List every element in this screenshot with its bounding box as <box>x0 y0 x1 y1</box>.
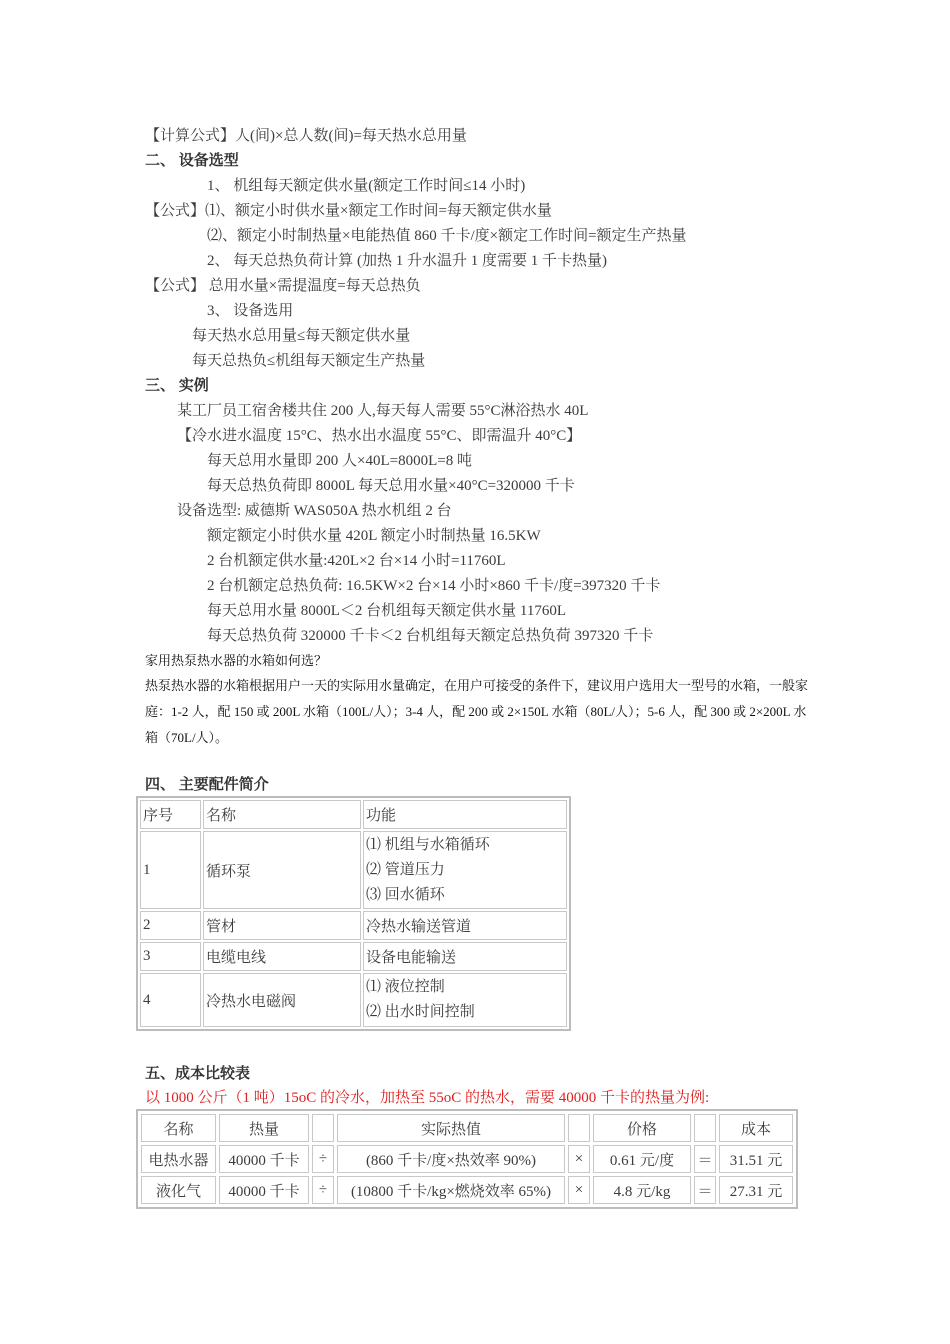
table-cell: 电热水器 <box>141 1145 216 1173</box>
header-cell: 价格 <box>593 1114 691 1142</box>
formula-line: 【公式】 总用水量×需提温度=每天总热负 <box>145 278 421 294</box>
text-line: 某工厂员工宿舍楼共住 200 人,每天每人需要 55°C淋浴热水 40L <box>177 403 589 419</box>
part-name: 冷热水电磁阀 <box>203 973 361 1027</box>
table-cell: 液化气 <box>141 1176 216 1204</box>
formula-line: 【公式】⑴、额定小时供水量×额定工作时间=每天额定供水量 <box>145 203 552 219</box>
formula-line: 【计算公式】人(间)×总人数(间)=每天热水总用量 <box>145 128 467 144</box>
section-heading-parts: 四、 主要配件简介 <box>145 777 269 793</box>
row-number: 1 <box>140 831 201 909</box>
table-row <box>140 911 567 940</box>
row-number: 3 <box>140 942 201 971</box>
table-cell: 40000 千卡 <box>219 1145 309 1173</box>
header-cell: 功能 <box>363 800 567 829</box>
header-cell: 名称 <box>203 800 361 829</box>
section-heading-cost: 五、成本比较表 <box>145 1066 251 1082</box>
text-line: 每天总用水量 8000L＜2 台机组每天额定供水量 11760L <box>207 603 567 619</box>
section-heading-example: 三、 实例 <box>145 378 209 394</box>
table-row <box>140 831 567 909</box>
parts-table <box>136 796 571 1031</box>
table-cell: (860 千卡/度×热效率 90%) <box>337 1145 565 1173</box>
table-cell: 40000 千卡 <box>219 1176 309 1204</box>
part-name: 管材 <box>203 911 361 940</box>
table-cell: ÷ <box>312 1145 334 1173</box>
text-line: 设备选型: 威德斯 WAS050A 热水机组 2 台 <box>177 503 452 519</box>
row-number: 2 <box>140 911 201 940</box>
header-cell: 实际热值 <box>337 1114 565 1142</box>
table-row <box>140 942 567 971</box>
table-cell: × <box>568 1145 590 1173</box>
table-cell: ＝ <box>694 1145 716 1173</box>
text-line: 【冷水进水温度 15°C、热水出水温度 55°C、即需温升 40°C】 <box>177 428 582 444</box>
tank-paragraph: 热泵热水器的水箱根据用户一天的实际用水量确定，在用户可接受的条件下，建议用户选用大一型号的水箱，一般家庭：1-2 人，配 150 或 200L 水箱（100L/人）；3-4 人，配 200 或 2×150L 水箱（80L/人）；5-6 人，配 300 或 2×200L 水箱（70L/人）。 <box>145 678 809 745</box>
text-line: 1、 机组每天额定供水量(额定工作时间≤14 小时) <box>207 178 526 194</box>
header-cell <box>568 1114 590 1142</box>
part-name: 循环泵 <box>203 831 361 909</box>
text-line: 每天总热负≤机组每天额定生产热量 <box>192 353 426 369</box>
header-cell <box>694 1114 716 1142</box>
header-cell: 名称 <box>141 1114 216 1142</box>
text-line: 每天总用水量即 200 人×40L=8000L=8 吨 <box>207 453 472 469</box>
table-cell: 31.51 元 <box>719 1145 793 1173</box>
text-line: 每天总热负荷即 8000L 每天总用水量×40°C=320000 千卡 <box>207 478 575 494</box>
table-header-row <box>140 800 567 829</box>
table-header-row <box>141 1114 793 1142</box>
cost-table <box>136 1109 798 1209</box>
part-name: 电缆电线 <box>203 942 361 971</box>
table-cell: 0.61 元/度 <box>593 1145 691 1173</box>
function-item: ⑵ 管道压力 <box>366 861 445 878</box>
part-function: 冷热水输送管道 <box>363 911 567 940</box>
formula-line: ⑵、额定小时制热量×电能热值 860 千卡/度×额定工作时间=额定生产热量 <box>207 228 687 244</box>
function-item: ⑴ 机组与水箱循环 <box>366 836 490 853</box>
text-line: 每天热水总用量≤每天额定供水量 <box>192 328 411 344</box>
function-item: ⑵ 出水时间控制 <box>366 1004 475 1020</box>
row-number: 4 <box>140 973 201 1027</box>
table-row <box>141 1176 793 1204</box>
text-line: 3、 设备选用 <box>207 303 294 319</box>
header-cell: 热量 <box>219 1114 309 1142</box>
table-cell: (10800 千卡/kg×燃烧效率 65%) <box>337 1176 565 1204</box>
table-cell: ÷ <box>312 1176 334 1204</box>
part-function <box>363 831 567 909</box>
table-row <box>141 1145 793 1173</box>
header-cell: 成本 <box>719 1114 793 1142</box>
text-line: 2 台机额定供水量:420L×2 台×14 小时=11760L <box>207 553 506 569</box>
table-cell: 4.8 元/kg <box>593 1176 691 1204</box>
part-function <box>363 973 567 1027</box>
table-cell: 27.31 元 <box>719 1176 793 1204</box>
text-line: 2 台机额定总热负荷: 16.5KW×2 台×14 小时×860 千卡/度=397320 千卡 <box>207 578 661 594</box>
part-function: 设备电能输送 <box>363 942 567 971</box>
function-item: ⑴ 液位控制 <box>366 979 445 995</box>
cost-note: 以 1000 公斤（1 吨）15oC 的冷水，加热至 55oC 的热水，需要 40000 千卡的热量为例: <box>145 1090 710 1106</box>
text-line: 额定额定小时供水量 420L 额定小时制热量 16.5KW <box>207 528 541 544</box>
text-line: 2、 每天总热负荷计算 (加热 1 升水温升 1 度需要 1 千卡热量) <box>207 253 607 269</box>
function-item: ⑶ 回水循环 <box>366 886 445 903</box>
header-cell: 序号 <box>140 800 201 829</box>
header-cell <box>312 1114 334 1142</box>
table-cell: × <box>568 1176 590 1204</box>
section-heading-equipment: 二、 设备选型 <box>145 153 239 169</box>
table-cell: ＝ <box>694 1176 716 1204</box>
question-heading: 家用热泵热水器的水箱如何选？ <box>145 653 328 668</box>
text-line: 每天总热负荷 320000 千卡＜2 台机组每天额定总热负荷 397320 千卡 <box>207 628 654 644</box>
table-row <box>140 973 567 1027</box>
